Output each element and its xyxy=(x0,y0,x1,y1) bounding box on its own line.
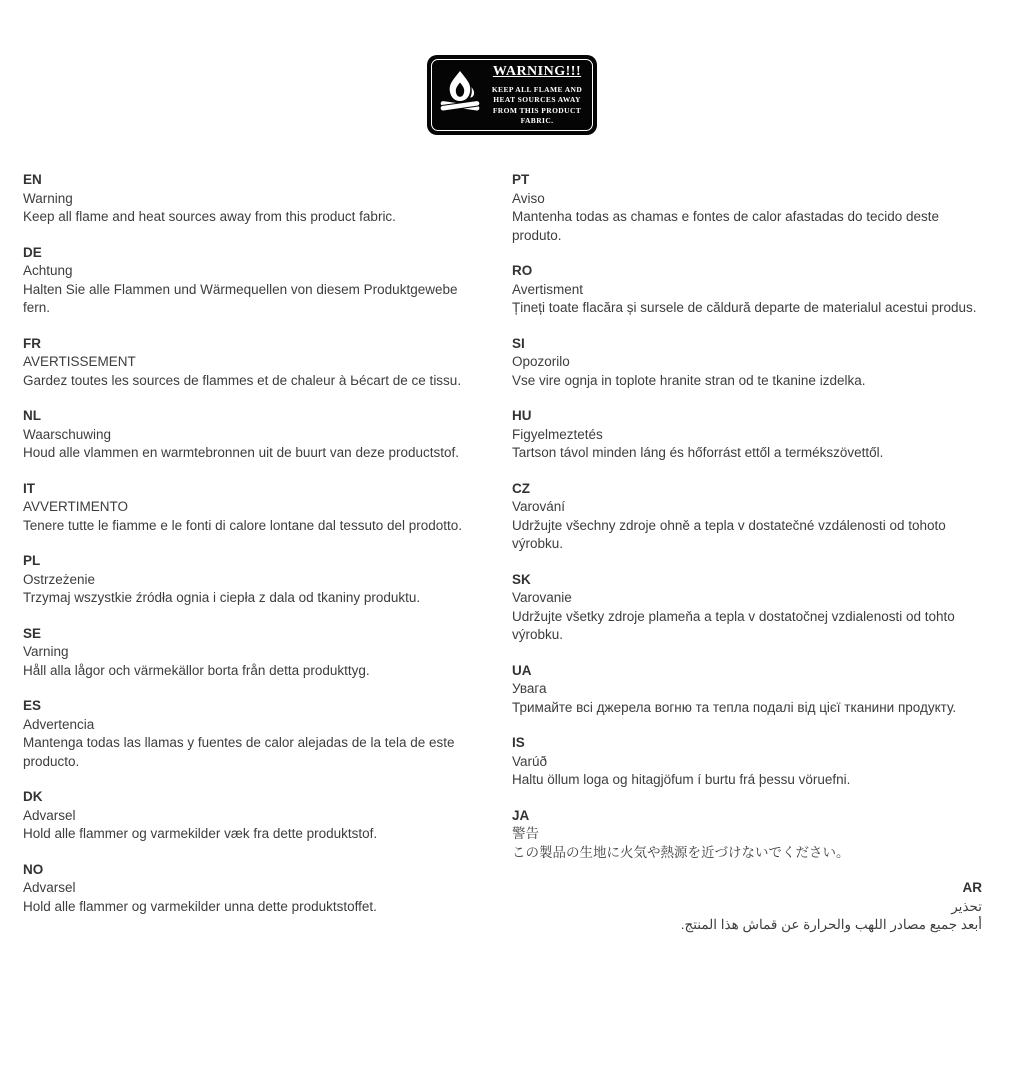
warning-entry-de xyxy=(23,244,488,318)
badge-caption-line: FROM THIS PRODUCT xyxy=(492,105,582,115)
badge-caption-line: KEEP ALL FLAME AND xyxy=(491,85,583,95)
warning-entry-ar xyxy=(512,879,982,935)
language-code: DK xyxy=(23,789,43,804)
warning-text: Haltu öllum loga og hitagjöfum í burtu frá þessu vöruefni. xyxy=(512,772,851,787)
warning-title: Advarsel xyxy=(23,880,76,895)
left-column xyxy=(23,171,488,933)
language-code: DE xyxy=(23,244,42,260)
language-code: NL xyxy=(23,408,41,423)
language-code: SK xyxy=(512,571,531,587)
language-columns xyxy=(0,171,1024,952)
warning-text: أبعد جميع مصادر اللهب والحرارة عن قماش هذا المنتج. xyxy=(680,917,982,932)
warning-entry-ua xyxy=(512,662,982,718)
warning-title: Varning xyxy=(23,644,69,659)
warning-entry-fr xyxy=(23,335,488,391)
language-code: CZ xyxy=(512,480,530,496)
language-code: HU xyxy=(512,408,532,423)
warning-text: Keep all flame and heat sources away from this product fabric. xyxy=(23,209,396,224)
language-code: EN xyxy=(23,172,42,187)
warning-title: Ostrzeżenie xyxy=(23,571,96,587)
language-code: ES xyxy=(23,698,42,713)
warning-entry-se xyxy=(23,625,488,681)
warning-text: Mantenha todas as chamas e fontes de calor afastadas do tecido deste produto. xyxy=(512,209,940,243)
warning-entry-pt xyxy=(512,171,982,245)
warning-text: Vse vire ognja in toplote hranite stran od te tkanine izdelka. xyxy=(512,372,866,388)
warning-text: Halten Sie alle Flammen und Wärmequellen von diesem Produktgewebe fern. xyxy=(23,281,458,315)
warning-title: Achtung xyxy=(23,263,73,278)
warning-entry-ja xyxy=(512,807,982,863)
language-code: NO xyxy=(23,861,44,877)
warning-text: Gardez toutes les sources de flammes et de chaleur à Ьécart de ce tissu. xyxy=(23,372,462,388)
warning-title: AVVERTIMENTO xyxy=(23,499,129,514)
warning-title: 警告 xyxy=(512,826,539,841)
warning-entry-it xyxy=(23,480,488,536)
warning-title: Увага xyxy=(512,681,547,696)
language-code: IS xyxy=(512,735,525,750)
warning-text: Mantenga todas las llamas y fuentes de calor alejadas de la tela de este producto. xyxy=(23,735,455,769)
warning-entry-si xyxy=(512,335,982,391)
warning-text: Tenere tutte le fiamme e le fonti di calore lontane dal tessuto del prodotto. xyxy=(23,517,463,533)
language-code: PT xyxy=(512,172,530,187)
warning-title: Advarsel xyxy=(23,807,76,823)
language-code: AR xyxy=(962,880,982,895)
warning-entry-es xyxy=(23,697,488,771)
campfire-flame-icon xyxy=(436,69,484,121)
warning-title: Figyelmeztetés xyxy=(512,426,603,442)
language-code: JA xyxy=(512,807,530,823)
badge-caption-line: HEAT SOURCES AWAY xyxy=(493,95,581,105)
language-code: FR xyxy=(23,335,41,351)
badge-caption-line: FABRIC. xyxy=(520,115,554,125)
warning-entry-cz xyxy=(512,480,982,554)
warning-title: Advertencia xyxy=(23,716,95,732)
warning-title: AVERTISSEMENT xyxy=(23,354,136,369)
language-code: SI xyxy=(512,335,525,351)
warning-text: Hold alle flammer og varmekilder væk fra dette produktstof. xyxy=(23,826,378,841)
language-code: SE xyxy=(23,625,42,641)
language-code: IT xyxy=(23,480,35,496)
warning-entry-pl xyxy=(23,552,488,608)
warning-title: Varovanie xyxy=(512,590,572,605)
warning-title: Avertisment xyxy=(512,281,584,297)
warning-text: Țineți toate flacăra și sursele de căldură departe de materialul acestui produs. xyxy=(512,300,977,315)
warning-entry-no xyxy=(23,861,488,917)
warning-entry-nl xyxy=(23,407,488,463)
language-code: PL xyxy=(23,553,41,568)
warning-title: Waarschuwing xyxy=(23,426,112,442)
warning-badge-inner xyxy=(431,59,593,131)
warning-title: Varování xyxy=(512,499,566,514)
warning-entry-ro xyxy=(512,262,982,318)
warning-title: Aviso xyxy=(512,190,545,206)
right-column xyxy=(512,171,982,952)
warning-badge xyxy=(427,55,597,135)
warning-title: Warning xyxy=(23,190,73,206)
warning-entry-is xyxy=(512,734,982,790)
warning-text: Houd alle vlammen en warmtebronnen uit de buurt van deze productstof. xyxy=(23,445,460,460)
warning-text: Trzymaj wszystkie źródła ognia i ciepła z dala od tkaniny produktu. xyxy=(23,590,421,605)
warning-entry-en xyxy=(23,171,488,227)
badge-text-block xyxy=(488,64,586,126)
language-code: UA xyxy=(512,662,532,678)
warning-title: تحذير xyxy=(951,898,982,914)
badge-title: WARNING!!! xyxy=(492,64,582,80)
warning-entry-dk xyxy=(23,788,488,844)
warning-entry-hu xyxy=(512,407,982,463)
warning-text: Udržujte všechny zdroje ohně a tepla v dostatečné vzdálenosti od tohoto výrobku. xyxy=(512,517,946,551)
warning-text: Tartson távol minden láng és hőforrást ettől a termékszövettől. xyxy=(512,445,884,460)
warning-text: Тримайте всі джерела вогню та тепла подалі від цієї тканини продукту. xyxy=(512,699,957,715)
warning-text: Håll alla lågor och värmekällor borta från detta produkttyg. xyxy=(23,662,370,678)
warning-title: Varúð xyxy=(512,753,548,769)
warning-text: Hold alle flammer og varmekilder unna dette produktstoffet. xyxy=(23,898,377,914)
warning-text: Udržujte všetky zdroje plameňa a tepla v dostatočnej vzdialenosti od tohto výrobku. xyxy=(512,608,955,642)
warning-entry-sk xyxy=(512,571,982,645)
warning-text: この製品の生地に火気や熱源を近づけないでください。 xyxy=(512,844,850,860)
warning-title: Opozorilo xyxy=(512,354,570,369)
language-code: RO xyxy=(512,263,533,278)
